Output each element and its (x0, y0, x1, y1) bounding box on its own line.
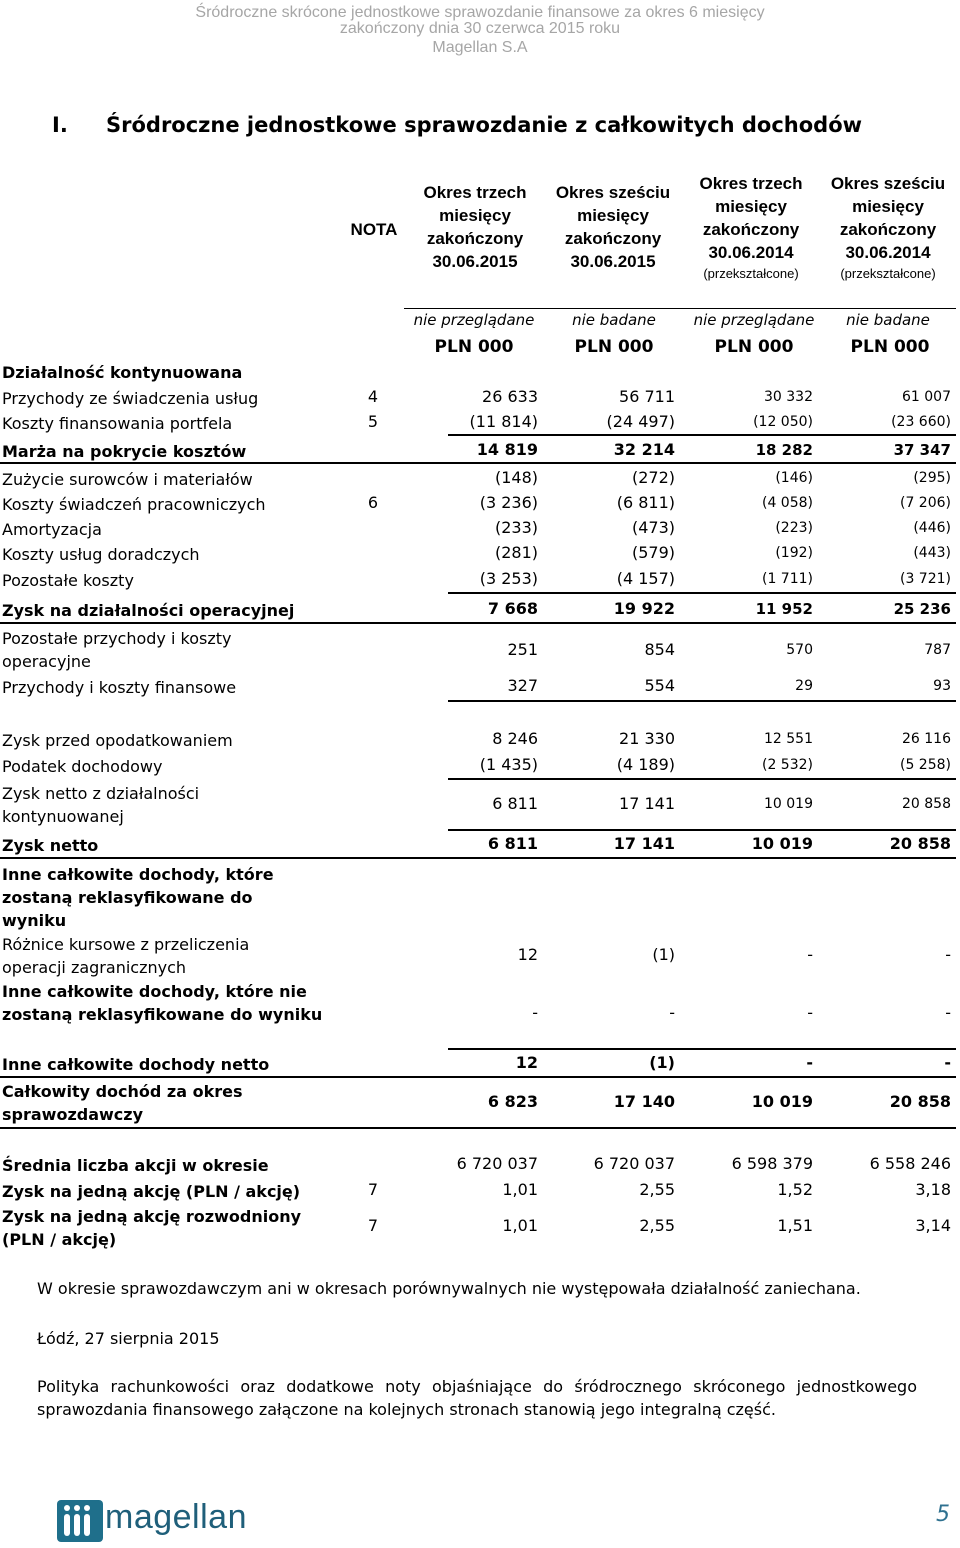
place-date: Łódź, 27 sierpnia 2015 (37, 1329, 220, 1348)
column-header-3-sub: (przekształcone) (703, 266, 799, 281)
header-divider (404, 308, 956, 309)
magellan-logo-text: magellan (105, 1498, 247, 1536)
row-underline (0, 1127, 956, 1129)
column-header-4-period: Okres sześciu miesięcy zakończony 30.06.2014 (830, 174, 946, 262)
section-label-row (0, 361, 960, 385)
column-4-unit: PLN 000 (850, 337, 930, 357)
column-2-unit: PLN 000 (574, 337, 654, 357)
column-3-status: nie przeglądane (693, 311, 815, 329)
row-underline (448, 700, 956, 702)
nota-header: NOTA (350, 220, 398, 239)
row-underline (448, 434, 956, 436)
section-number: I. (52, 113, 68, 137)
magellan-logo-mark-icon (57, 1500, 103, 1542)
accounting-policy-note: Polityka rachunkowości oraz dodatkowe noty objaśniające do śródrocznego skróconego jednostkowego sprawozdania finansowego załączone na kolejnych stronach stanowią jego integralną część. (37, 1377, 917, 1419)
column-header-3-period: Okres trzech miesięcy zakończony 30.06.2014 (699, 174, 803, 262)
row-underline (448, 592, 956, 594)
column-2-status: nie badane (572, 311, 656, 329)
row-underline (0, 622, 956, 624)
section-title-text: Śródroczne jednostkowe sprawozdanie z całkowitych dochodów (106, 113, 863, 137)
column-1-status: nie przeglądane (413, 311, 535, 329)
running-header-line1: Śródroczne skrócone jednostkowe sprawozdanie finansowe za okres 6 miesięcy (195, 4, 765, 21)
column-header-1-period: Okres trzech miesięcy zakończony 30.06.2015 (423, 183, 527, 271)
column-1-unit: PLN 000 (434, 337, 514, 357)
column-header-2 (549, 181, 677, 273)
column-header-3 (687, 172, 815, 283)
row-underline (448, 1048, 956, 1050)
row-underline (448, 778, 956, 780)
row-underline (0, 462, 956, 464)
row-underline (448, 829, 956, 831)
column-4-status: nie badane (846, 311, 930, 329)
magellan-logo (57, 1500, 277, 1542)
column-header-2-period: Okres sześciu miesięcy zakończony 30.06.2015 (555, 183, 671, 271)
row-underline (0, 857, 956, 859)
page-number: 5 (936, 1502, 950, 1527)
discontinued-operations-note: W okresie sprawozdawczym ani w okresach porównywalnych nie występowała działalność zaniechana. (37, 1279, 861, 1298)
running-header-line3: Magellan S.A (432, 39, 528, 56)
column-header-4-sub: (przekształcone) (840, 266, 936, 281)
row-underline (0, 1076, 956, 1078)
column-header-4 (824, 172, 952, 283)
running-header-line2: zakończony dnia 30 czerwca 2015 roku (339, 20, 621, 37)
column-header-1 (411, 181, 539, 273)
column-3-unit: PLN 000 (714, 337, 794, 357)
continuing-operations-label: Działalność kontynuowana (2, 363, 243, 382)
section-title (52, 113, 862, 137)
